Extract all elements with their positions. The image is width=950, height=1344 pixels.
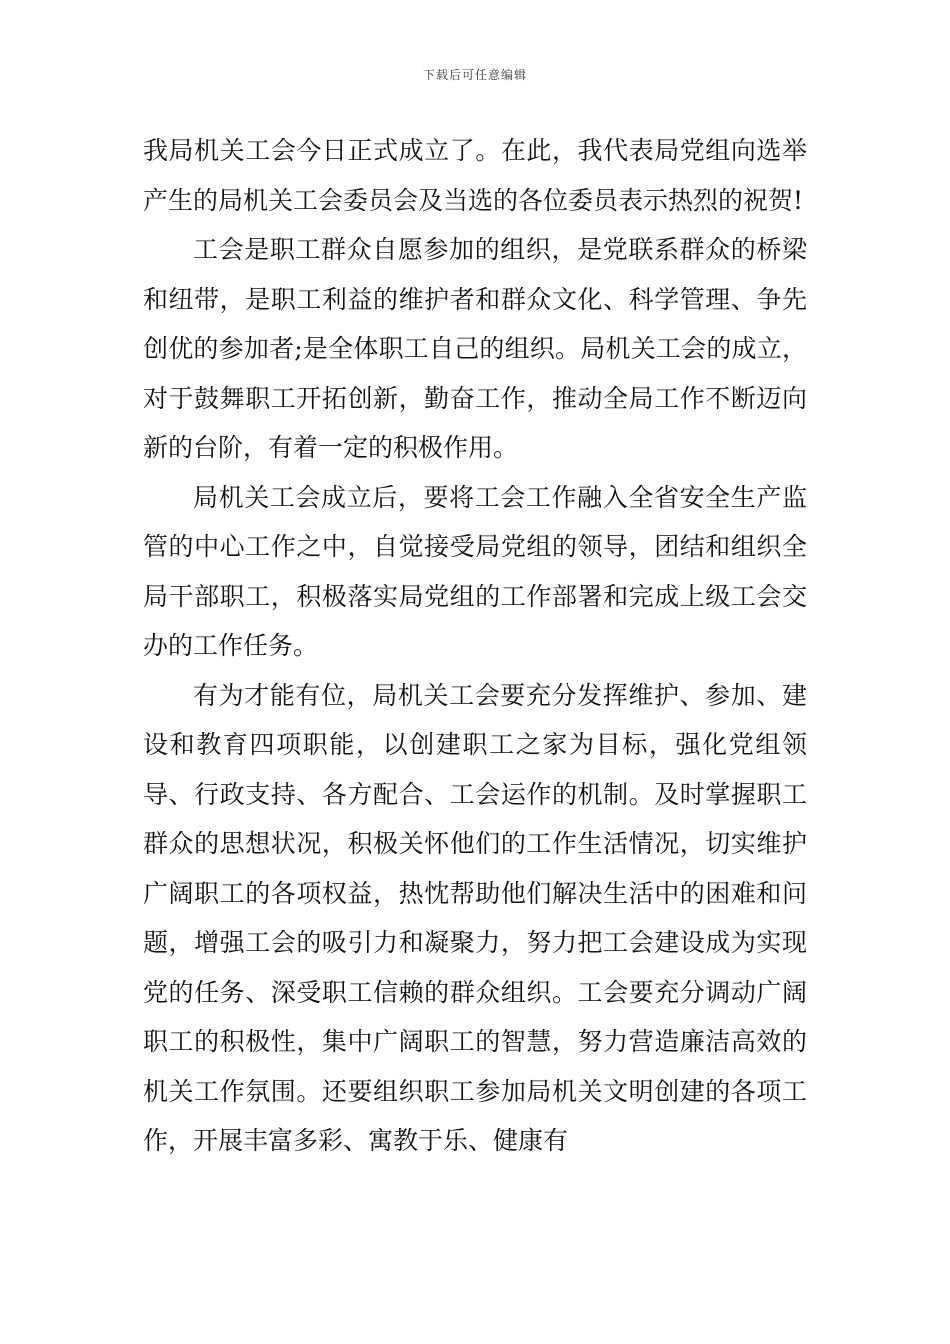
paragraph: 工会是职工群众自愿参加的组织，是党联系群众的桥梁和纽带，是职工利益的维护者和群众文化、科学管理、争先创优的参加者;是全体职工自己的组织。局机关工会的成立，对于鼓舞职工开拓创新，勤奋工作，推动全局工作不断迈向新的台阶，有着一定的积极作用。 bbox=[143, 235, 807, 462]
paragraph: 有为才能有位，局机关工会要充分发挥维护、参加、建设和教育四项职能，以创建职工之家为目标，强化党组领导、行政支持、各方配合、工会运作的机制。及时掌握职工群众的思想状况，积极关怀他们的工作生活情况，切实维护广阔职工的各项权益，热忱帮助他们解决生活中的困难和问题，增强工会的吸引力和凝聚力，努力把工会建设成为实现党的任务、深受职工信赖的群众组织。工会要充分调动广阔职工的积极性，集中广阔职工的智慧，努力营造廉洁高效的机关工作氛围。还要组织职工参加局机关文明创建的各项工作，开展丰富多彩、寓教于乐、健康有 bbox=[143, 680, 807, 1155]
paragraph: 我局机关工会今日正式成立了。在此，我代表局党组向选举产生的局机关工会委员会及当选的各位委员表示热烈的祝贺! bbox=[143, 136, 807, 215]
document-body bbox=[143, 126, 807, 1166]
paragraph: 局机关工会成立后，要将工会工作融入全省安全生产监管的中心工作之中，自觉接受局党组的领导，团结和组织全局干部职工，积极落实局党组的工作部署和完成上级工会交办的工作任务。 bbox=[143, 482, 807, 660]
page-header-note: 下载后可任意编辑 bbox=[422, 68, 527, 82]
